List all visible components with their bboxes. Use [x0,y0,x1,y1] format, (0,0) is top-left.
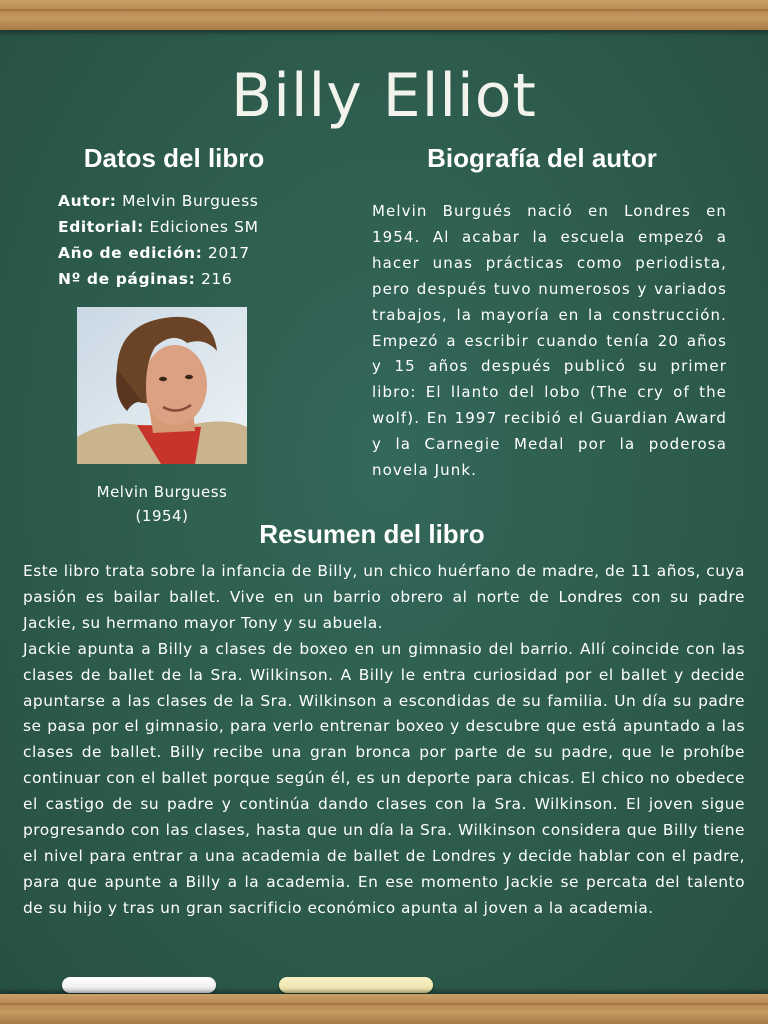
publisher-label: Editorial: [58,218,144,236]
caption-name: Melvin Burguess [96,483,228,501]
pages-value: 216 [200,270,233,288]
edition-year-row [58,240,338,266]
pages-label: Nº de páginas: [58,270,196,288]
edition-year-label: Año de edición: [58,244,203,262]
author-bio-heading: Biografía del autor [427,143,657,173]
edition-year-value: 2017 [207,244,250,262]
summary-heading: Resumen del libro [259,519,485,549]
summary-text [23,559,745,922]
publisher-row [58,214,338,240]
author-photo [77,307,247,464]
wood-frame-top [0,0,768,30]
author-bio-text: Melvin Burgués nació en Londres en 1954. Al acabar la escuela empezó a hacer unas prácticas como periodista, pero después tuvo numerosos y variados trabajos, la mayoría en la construcción. Empezó a escribir cuando tenía 20 años y 15 años después publicó su primer libro: El llanto del lobo (The cry of the wolf). En 1997 recibió el Guardian Award y la Carnegie Medal por la poderosa novela Junk. [372,202,727,480]
author-label: Autor: [58,192,117,210]
page-title: Billy Elliot [231,61,537,131]
publisher-value: Ediciones SM [149,218,259,236]
author-portrait-illustration [77,307,247,464]
summary-paragraph-1: Este libro trata sobre la infancia de Billy, un chico huérfano de madre, de 11 años, cuya pasión es bailar ballet. Vive en un barrio obrero al norte de Londres con su padre Jackie, su hermano mayor Tony y su abuela. [23,562,745,632]
author-row [58,188,338,214]
yellow-chalk [279,977,433,993]
pages-row [58,266,338,292]
book-data-heading: Datos del libro [83,143,265,173]
book-data [58,188,338,292]
caption-year: (1954) [135,507,189,525]
summary-paragraph-2: Jackie apunta a Billy a clases de boxeo en un gimnasio del barrio. Allí coincide con las clases de ballet de la Sra. Wilkinson. A Billy le entra curiosidad por el ballet y decide apuntarse a las clases de la Sra. Wilkinson a escondidas de su familia. Un día su padre se pasa por el gimnasio, para verlo entrenar boxeo y descubre que está apuntado a las clases de ballet. Billy recibe una gran bronca por parte de su padre, que le prohíbe continuar con el ballet porque según él, es un deporte para chicas. El chico no obedece el castigo de su padre y continúa dando clases con la Sra. Wilkinson. El joven sigue progresando con las clases, hasta que un día la Sra. Wilkinson considera que Billy tiene el nivel para entrar a una academia de ballet de Londres y decide hablar con el padre, para que apunte a Billy a la academia. En ese momento Jackie se percata del talento de su hijo y tras un gran sacrificio económico apunta al joven a la academia. [23,639,745,917]
white-chalk [62,977,216,993]
author-value: Melvin Burguess [122,192,259,210]
wood-frame-bottom [0,994,768,1024]
